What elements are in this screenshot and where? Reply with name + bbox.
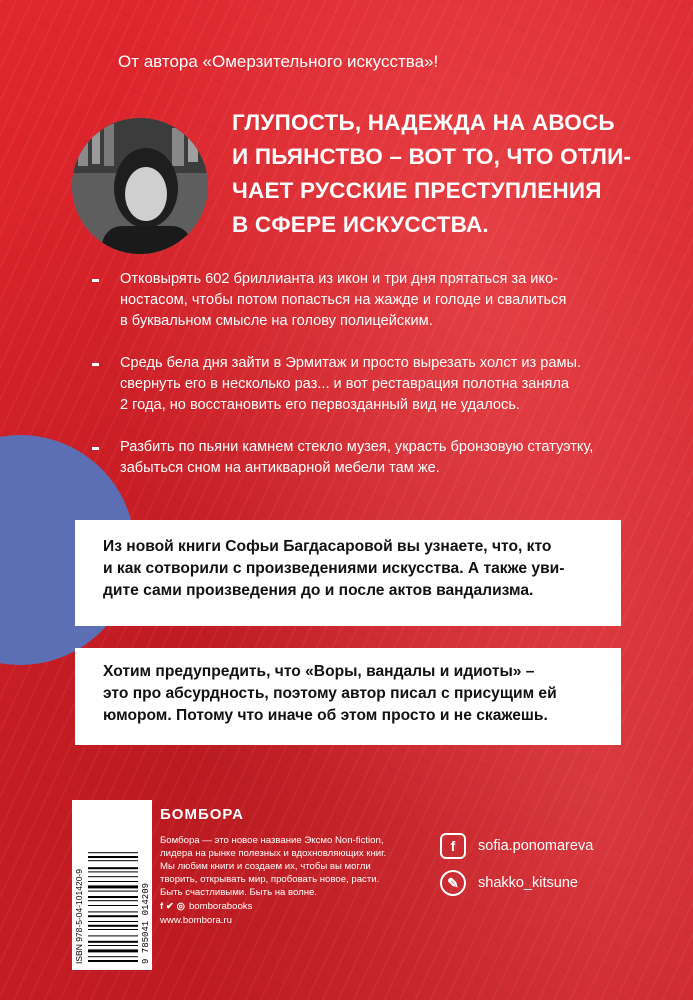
publisher-desc-line: творить, открывать мир, пробовать новое, расти. bbox=[160, 874, 380, 885]
bullet-list bbox=[92, 269, 652, 500]
barcode-bar bbox=[88, 915, 138, 917]
barcode-bar bbox=[88, 871, 138, 872]
barcode-bars bbox=[88, 852, 138, 962]
author-livejournal[interactable] bbox=[440, 870, 578, 896]
author-facebook[interactable] bbox=[440, 833, 593, 859]
barcode-bar bbox=[88, 941, 138, 943]
info-box-warning bbox=[75, 648, 621, 745]
barcode-bar bbox=[88, 960, 138, 962]
barcode-bar bbox=[88, 860, 138, 861]
facebook-icon: f bbox=[440, 833, 466, 859]
box-line: это про абсурдность, поэтому автор писал с присущим ей bbox=[103, 685, 557, 702]
quote-line: И ПЬЯНСТВО – ВОТ ТО, ЧТО ОТЛИ- bbox=[232, 144, 632, 169]
barcode-bar bbox=[88, 945, 138, 946]
bullet-line: Разбить по пьяни камнем стекло музея, украсть бронзовую статуэтку, bbox=[120, 439, 594, 455]
quote-line: ЧАЕТ РУССКИЕ ПРЕСТУПЛЕНИЯ bbox=[232, 178, 602, 203]
publisher-links bbox=[160, 900, 252, 928]
bullet-item bbox=[92, 269, 652, 332]
barcode-bar bbox=[88, 896, 138, 898]
info-box-book bbox=[75, 520, 621, 626]
bullet-dash bbox=[92, 279, 99, 282]
barcode-bar bbox=[88, 885, 138, 888]
isbn-text: ISBN 978-5-04-101420-9 bbox=[74, 869, 84, 964]
bullet-item bbox=[92, 437, 652, 479]
barcode-bar bbox=[88, 876, 138, 877]
bullet-item bbox=[92, 353, 652, 416]
barcode-bar bbox=[88, 925, 138, 927]
publisher-name: БОМБОРА bbox=[160, 806, 244, 823]
box-line: и как сотворили с произведениями искусства. А также уви- bbox=[103, 560, 565, 577]
box-line: Хотим предупредить, что «Воры, вандалы и идиоты» – bbox=[103, 663, 535, 680]
box-line: Из новой книги Софьи Багдасаровой вы узнаете, что, кто bbox=[103, 538, 552, 555]
isbn-barcode bbox=[72, 800, 152, 970]
publisher-description bbox=[160, 834, 445, 899]
barcode-bar bbox=[88, 929, 138, 930]
headline-quote bbox=[232, 106, 672, 242]
publisher-desc-line: лидера на рынке полезных и вдохновляющих книг. bbox=[160, 848, 387, 859]
barcode-bar bbox=[88, 891, 138, 892]
publisher-site[interactable]: www.bombora.ru bbox=[160, 915, 232, 926]
bullet-line: Отковырять 602 бриллианта из икон и три дня прятаться за ико- bbox=[120, 271, 558, 287]
tagline: От автора «Омерзительного искусства»! bbox=[118, 52, 439, 71]
author-photo bbox=[72, 118, 208, 254]
bullet-line: в буквальном смысле на голову полицейским. bbox=[120, 313, 433, 329]
barcode-bar bbox=[88, 935, 138, 936]
bullet-line: Средь бела дня зайти в Эрмитаж и просто вырезать холст из рамы. bbox=[120, 355, 582, 371]
publisher-desc-line: Быть счастливыми. Быть на волне. bbox=[160, 887, 318, 898]
barcode-bar bbox=[88, 911, 138, 912]
publisher-desc-line: Бомбора — это новое название Эксмо Non-fiction, bbox=[160, 835, 384, 846]
livejournal-icon: ✎ bbox=[440, 870, 466, 896]
barcode-bar bbox=[88, 881, 138, 882]
barcode-bar bbox=[88, 949, 138, 952]
barcode-bar bbox=[88, 856, 138, 858]
quote-line: ГЛУПОСТЬ, НАДЕЖДА НА АВОСЬ bbox=[232, 110, 615, 135]
bullet-line: забыться сном на антикварной мебели там же. bbox=[120, 460, 440, 476]
barcode-bar bbox=[88, 956, 138, 957]
bullet-dash bbox=[92, 363, 99, 366]
quote-line: В СФЕРЕ ИСКУССТВА. bbox=[232, 212, 489, 237]
publisher-handle[interactable]: bomborabooks bbox=[188, 901, 253, 912]
box-line: юмором. Потому что иначе об этом просто и не скажешь. bbox=[103, 707, 548, 724]
social-icons: f ✔ ◎ bbox=[160, 901, 185, 912]
box-line: дите сами произведения до и после актов вандализма. bbox=[103, 582, 534, 599]
publisher-desc-line: Мы любим книги и создаем их, чтобы вы могли bbox=[160, 861, 371, 872]
bullet-dash bbox=[92, 447, 99, 450]
bullet-line: ностасом, чтобы потом попасться на жажде и голоде и свалиться bbox=[120, 292, 567, 308]
livejournal-handle[interactable]: shakko_kitsune bbox=[478, 875, 578, 891]
barcode-bar bbox=[88, 900, 138, 901]
bullet-line: свернуть его в несколько раз... и вот реставрация полотна заняла bbox=[120, 376, 569, 392]
barcode-bar bbox=[88, 852, 138, 853]
facebook-handle[interactable]: sofia.ponomareva bbox=[478, 838, 594, 854]
barcode-bar bbox=[88, 867, 138, 869]
barcode-number: 9 785041 014209 bbox=[141, 882, 151, 964]
barcode-bar bbox=[88, 921, 138, 922]
bullet-line: 2 года, но восстановить его первозданный вид не удалось. bbox=[120, 397, 520, 413]
barcode-bar bbox=[88, 905, 138, 906]
